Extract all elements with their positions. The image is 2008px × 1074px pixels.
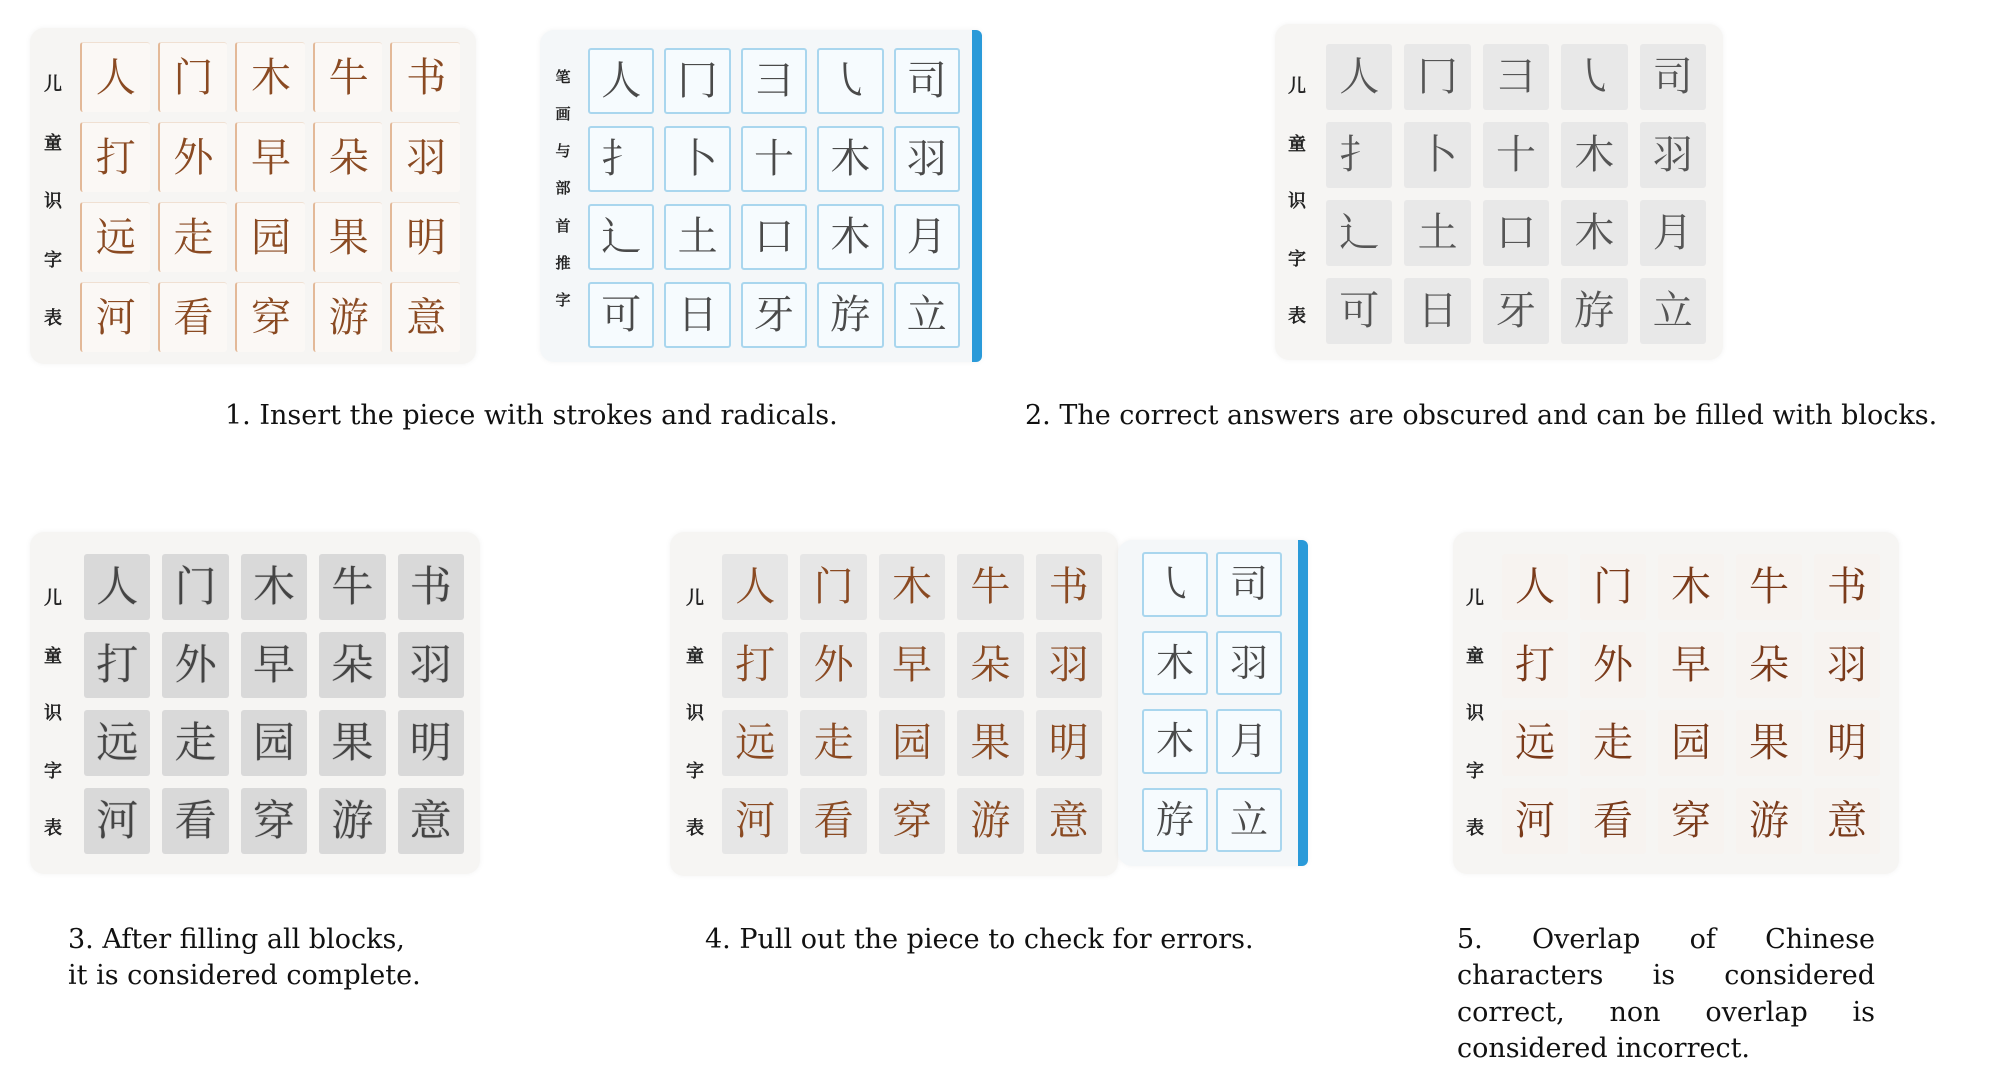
char-block[interactable]: 穿 bbox=[241, 788, 307, 854]
side-label-char: 字 bbox=[686, 760, 704, 782]
char-block[interactable]: 木 bbox=[1561, 200, 1627, 266]
char-grid-board-2 bbox=[1326, 44, 1706, 344]
char-block[interactable]: 人 bbox=[1502, 554, 1568, 620]
char-block[interactable]: 斿 bbox=[817, 282, 883, 348]
char-block[interactable]: 可 bbox=[1326, 278, 1392, 344]
char-block[interactable]: 打 bbox=[1502, 632, 1568, 698]
caption-step-3-line-1: 3. After filling all blocks, bbox=[68, 924, 405, 955]
char-block[interactable]: 游 bbox=[313, 282, 383, 352]
char-block[interactable]: 可 bbox=[588, 282, 654, 348]
side-label-char: 笔 bbox=[555, 68, 571, 86]
side-label-char: 童 bbox=[1288, 133, 1306, 155]
char-block[interactable]: 司 bbox=[894, 48, 960, 114]
char-block[interactable]: 河 bbox=[84, 788, 150, 854]
side-label-char: 与 bbox=[555, 142, 571, 161]
char-block[interactable]: 园 bbox=[1658, 710, 1724, 776]
char-block[interactable]: 司 bbox=[1216, 552, 1282, 617]
char-block[interactable]: ㇂ bbox=[817, 48, 883, 114]
side-label-literacy-1 bbox=[40, 70, 66, 330]
side-label-char: 儿 bbox=[1288, 76, 1306, 97]
char-block[interactable]: 扌 bbox=[588, 126, 654, 192]
char-block[interactable]: 人 bbox=[84, 554, 150, 620]
char-block[interactable]: 穿 bbox=[235, 282, 305, 352]
char-block[interactable]: 走 bbox=[158, 202, 228, 272]
char-block[interactable]: 木 bbox=[879, 554, 945, 620]
char-block[interactable]: 走 bbox=[1580, 710, 1646, 776]
side-label-char: 儿 bbox=[44, 588, 62, 609]
char-block[interactable]: 早 bbox=[241, 632, 307, 698]
char-block[interactable]: 园 bbox=[879, 710, 945, 776]
char-block[interactable]: 卜 bbox=[1404, 122, 1470, 188]
char-block[interactable]: 明 bbox=[1814, 710, 1880, 776]
side-label-char: 表 bbox=[686, 818, 704, 839]
side-label-char: 童 bbox=[44, 645, 62, 667]
char-block[interactable]: 远 bbox=[80, 202, 150, 272]
char-block[interactable]: 木 bbox=[817, 204, 883, 270]
side-label-char: 推 bbox=[555, 253, 571, 272]
side-label-char: 识 bbox=[1288, 191, 1306, 212]
side-label-char: 童 bbox=[686, 645, 704, 667]
char-block[interactable]: 外 bbox=[800, 632, 866, 698]
char-block[interactable]: 早 bbox=[879, 632, 945, 698]
char-block[interactable]: 远 bbox=[722, 710, 788, 776]
char-block[interactable]: 看 bbox=[1580, 788, 1646, 854]
side-label-literacy-4 bbox=[682, 584, 708, 840]
char-block[interactable]: 果 bbox=[957, 710, 1023, 776]
char-grid-board-5 bbox=[1502, 554, 1880, 854]
pulled-piece-grid bbox=[1142, 552, 1282, 852]
char-block[interactable]: 木 bbox=[817, 126, 883, 192]
char-block[interactable]: 彐 bbox=[1483, 44, 1549, 110]
char-block[interactable]: 木 bbox=[235, 42, 305, 112]
side-label-char: 首 bbox=[555, 216, 571, 235]
char-block[interactable]: 果 bbox=[313, 202, 383, 272]
char-block[interactable]: 羽 bbox=[390, 122, 460, 192]
char-block[interactable]: 日 bbox=[664, 282, 730, 348]
char-block[interactable]: 卜 bbox=[664, 126, 730, 192]
char-block[interactable]: 远 bbox=[1502, 710, 1568, 776]
side-label-char: 识 bbox=[44, 191, 62, 212]
side-label-char: 表 bbox=[1466, 818, 1484, 839]
side-label-char: 识 bbox=[686, 703, 704, 724]
char-block[interactable]: 土 bbox=[1404, 200, 1470, 266]
char-block[interactable]: 人 bbox=[588, 48, 654, 114]
side-label-char: 童 bbox=[1466, 645, 1484, 667]
char-block[interactable]: 穿 bbox=[879, 788, 945, 854]
caption-step-2: 2. The correct answers are obscured and can be filled with blocks. bbox=[1025, 400, 1938, 431]
side-label-char: 字 bbox=[1466, 760, 1484, 782]
char-block[interactable]: 朵 bbox=[957, 632, 1023, 698]
char-block[interactable]: 书 bbox=[1814, 554, 1880, 620]
char-block[interactable]: 河 bbox=[1502, 788, 1568, 854]
char-block[interactable]: 日 bbox=[1404, 278, 1470, 344]
char-block[interactable]: 河 bbox=[80, 282, 150, 352]
char-grid-board-3 bbox=[84, 554, 464, 854]
char-block[interactable]: ㇂ bbox=[1561, 44, 1627, 110]
char-block[interactable]: 羽 bbox=[1036, 632, 1102, 698]
char-block[interactable]: 游 bbox=[1736, 788, 1802, 854]
caption-step-5: 5. Overlap of Chinese characters is considered correct, non overlap is considered incorrect. bbox=[1457, 924, 1875, 1065]
side-label-char: 童 bbox=[44, 132, 62, 154]
char-block[interactable]: 木 bbox=[241, 554, 307, 620]
char-block[interactable]: 羽 bbox=[398, 632, 464, 698]
char-block[interactable]: 外 bbox=[158, 122, 228, 192]
char-block[interactable]: 冂 bbox=[1404, 44, 1470, 110]
char-block[interactable]: 斿 bbox=[1561, 278, 1627, 344]
char-block[interactable]: 木 bbox=[1142, 709, 1208, 774]
char-block[interactable]: 果 bbox=[1736, 710, 1802, 776]
char-block[interactable]: 牙 bbox=[1483, 278, 1549, 344]
side-label-literacy-3 bbox=[40, 584, 66, 840]
char-block[interactable]: 司 bbox=[1640, 44, 1706, 110]
char-block[interactable]: 羽 bbox=[1216, 631, 1282, 696]
side-label-char: 儿 bbox=[686, 588, 704, 609]
side-label-char: 识 bbox=[1466, 703, 1484, 724]
char-block[interactable]: 走 bbox=[800, 710, 866, 776]
char-block[interactable]: 人 bbox=[80, 42, 150, 112]
char-block[interactable]: 门 bbox=[158, 42, 228, 112]
side-label-char: 表 bbox=[1288, 306, 1306, 327]
caption-step-3-line-2: it is considered complete. bbox=[68, 960, 421, 992]
char-block[interactable]: 牙 bbox=[741, 282, 807, 348]
char-block[interactable]: 意 bbox=[390, 282, 460, 352]
side-label-char: 表 bbox=[44, 308, 62, 329]
char-block[interactable]: 明 bbox=[1036, 710, 1102, 776]
char-block[interactable]: 早 bbox=[235, 122, 305, 192]
char-block[interactable]: 朵 bbox=[1736, 632, 1802, 698]
char-block[interactable]: 外 bbox=[162, 632, 228, 698]
char-block[interactable]: 辶 bbox=[1326, 200, 1392, 266]
char-block[interactable]: 羽 bbox=[894, 126, 960, 192]
char-block[interactable]: 土 bbox=[664, 204, 730, 270]
char-block[interactable]: 斿 bbox=[1142, 788, 1208, 853]
side-label-char: 字 bbox=[1288, 248, 1306, 270]
side-label-literacy-5 bbox=[1462, 584, 1488, 840]
char-block[interactable]: 明 bbox=[390, 202, 460, 272]
side-label-literacy-2 bbox=[1284, 72, 1310, 328]
char-block[interactable]: 彐 bbox=[741, 48, 807, 114]
char-block[interactable]: 口 bbox=[1483, 200, 1549, 266]
char-block[interactable]: 口 bbox=[741, 204, 807, 270]
char-block[interactable]: 十 bbox=[1483, 122, 1549, 188]
char-block[interactable]: 走 bbox=[162, 710, 228, 776]
char-grid-board-4 bbox=[722, 554, 1102, 854]
char-block[interactable]: 园 bbox=[241, 710, 307, 776]
char-block[interactable]: 冂 bbox=[664, 48, 730, 114]
char-block[interactable]: 牛 bbox=[319, 554, 385, 620]
char-block[interactable]: 人 bbox=[1326, 44, 1392, 110]
caption-step-1: 1. Insert the piece with strokes and radicals. bbox=[225, 400, 838, 431]
char-block[interactable]: 木 bbox=[1142, 631, 1208, 696]
char-block[interactable]: 穿 bbox=[1658, 788, 1724, 854]
side-label-char: 字 bbox=[555, 290, 571, 309]
char-block[interactable]: 朵 bbox=[319, 632, 385, 698]
char-block[interactable]: 门 bbox=[1580, 554, 1646, 620]
char-block[interactable]: 月 bbox=[1216, 709, 1282, 774]
char-block[interactable]: 朵 bbox=[313, 122, 383, 192]
char-block[interactable]: 河 bbox=[722, 788, 788, 854]
char-block[interactable]: 游 bbox=[319, 788, 385, 854]
char-block[interactable]: 果 bbox=[319, 710, 385, 776]
char-block[interactable]: 月 bbox=[1640, 200, 1706, 266]
char-block[interactable]: 看 bbox=[158, 282, 228, 352]
char-block[interactable]: 木 bbox=[1658, 554, 1724, 620]
side-label-char: 部 bbox=[555, 179, 571, 198]
char-block[interactable]: 书 bbox=[390, 42, 460, 112]
char-block[interactable]: 门 bbox=[800, 554, 866, 620]
char-block[interactable]: 木 bbox=[1561, 122, 1627, 188]
side-label-char: 表 bbox=[44, 818, 62, 839]
char-block[interactable]: 立 bbox=[1216, 788, 1282, 853]
char-block[interactable]: 打 bbox=[84, 632, 150, 698]
caption-step-4: 4. Pull out the piece to check for errors. bbox=[705, 924, 1254, 955]
char-block[interactable]: 羽 bbox=[1640, 122, 1706, 188]
char-block[interactable]: 辶 bbox=[588, 204, 654, 270]
char-block[interactable]: 游 bbox=[957, 788, 1023, 854]
char-block[interactable]: 意 bbox=[398, 788, 464, 854]
char-block[interactable]: 意 bbox=[1036, 788, 1102, 854]
char-block[interactable]: 打 bbox=[722, 632, 788, 698]
side-label-char: 画 bbox=[555, 105, 571, 124]
char-block[interactable]: 牛 bbox=[957, 554, 1023, 620]
char-block[interactable]: 早 bbox=[1658, 632, 1724, 698]
char-block[interactable]: 书 bbox=[1036, 554, 1102, 620]
char-block[interactable]: 人 bbox=[722, 554, 788, 620]
char-block[interactable]: 园 bbox=[235, 202, 305, 272]
char-block[interactable]: 看 bbox=[800, 788, 866, 854]
char-block[interactable]: 月 bbox=[894, 204, 960, 270]
char-block[interactable]: 远 bbox=[84, 710, 150, 776]
char-block[interactable]: 立 bbox=[894, 282, 960, 348]
side-label-char: 儿 bbox=[1466, 588, 1484, 609]
side-label-radicals bbox=[552, 66, 574, 310]
char-block[interactable]: 外 bbox=[1580, 632, 1646, 698]
char-block[interactable]: 明 bbox=[398, 710, 464, 776]
side-label-char: 儿 bbox=[44, 74, 62, 95]
char-block[interactable]: 扌 bbox=[1326, 122, 1392, 188]
char-block[interactable]: ㇂ bbox=[1142, 552, 1208, 617]
side-label-char: 字 bbox=[44, 249, 62, 271]
char-block[interactable]: 看 bbox=[162, 788, 228, 854]
char-block[interactable]: 牛 bbox=[313, 42, 383, 112]
char-block[interactable]: 立 bbox=[1640, 278, 1706, 344]
char-block[interactable]: 打 bbox=[80, 122, 150, 192]
char-grid-board-1 bbox=[80, 42, 460, 352]
char-block[interactable]: 羽 bbox=[1814, 632, 1880, 698]
radical-grid-piece bbox=[588, 48, 960, 348]
caption-step-3 bbox=[68, 922, 488, 995]
char-block[interactable]: 书 bbox=[398, 554, 464, 620]
char-block[interactable]: 门 bbox=[162, 554, 228, 620]
side-label-char: 识 bbox=[44, 703, 62, 724]
side-label-char: 字 bbox=[44, 760, 62, 782]
char-block[interactable]: 牛 bbox=[1736, 554, 1802, 620]
char-block[interactable]: 十 bbox=[741, 126, 807, 192]
char-block[interactable]: 意 bbox=[1814, 788, 1880, 854]
